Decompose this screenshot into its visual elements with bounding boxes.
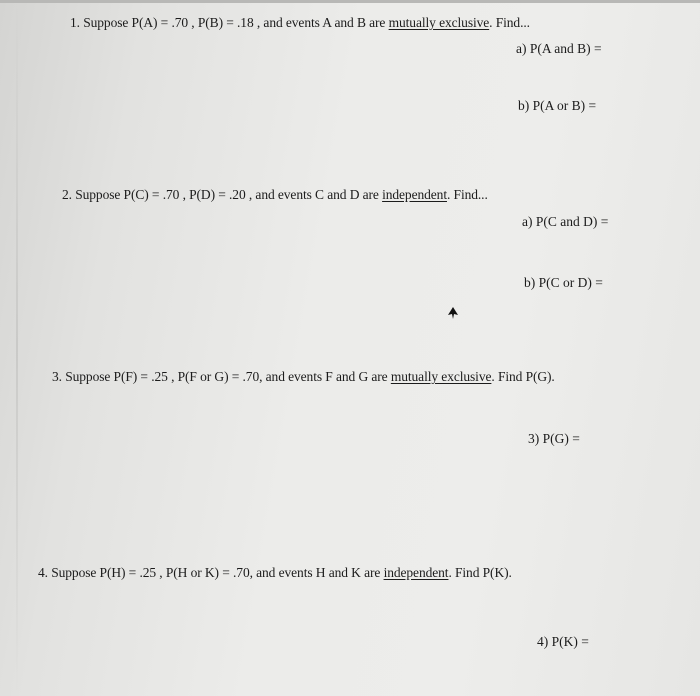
- question-1-number: 1.: [70, 15, 80, 30]
- question-2: [62, 187, 488, 203]
- question-3-text: Suppose P(F) = .25 , P(F or G) = .70, and events F and G are: [65, 369, 388, 384]
- page-top-edge: [0, 0, 700, 3]
- question-3-number: 3.: [52, 369, 62, 384]
- question-2-text: Suppose P(C) = .70 , P(D) = .20 , and events C and D are: [75, 187, 379, 202]
- question-2-number: 2.: [62, 187, 72, 202]
- question-4-number: 4.: [38, 565, 48, 580]
- question-1a-answer-label: a) P(A and B) =: [516, 41, 602, 56]
- question-3-prompt: . Find P(G).: [491, 369, 555, 384]
- question-2a-answer-label: a) P(C and D) =: [522, 214, 609, 229]
- mouse-cursor-icon: [446, 306, 460, 320]
- question-4: [38, 565, 512, 581]
- question-4-condition: independent: [383, 565, 449, 580]
- question-2b-answer-label: b) P(C or D) =: [524, 275, 603, 290]
- question-2-prompt: . Find...: [446, 187, 488, 202]
- question-1-prompt: . Find...: [489, 15, 530, 30]
- question-4-prompt: . Find P(K).: [448, 565, 512, 580]
- question-1-condition: mutually exclusive: [388, 15, 490, 30]
- question-1-text: Suppose P(A) = .70 , P(B) = .18 , and events A and B are: [83, 15, 386, 30]
- question-3: [52, 369, 555, 385]
- question-2-condition: independent: [382, 187, 447, 202]
- question-3-answer-label: 3) P(G) =: [528, 431, 580, 446]
- page-left-edge: [16, 0, 18, 696]
- question-4-answer-label: 4) P(K) =: [537, 634, 589, 649]
- question-3-condition: mutually exclusive: [390, 369, 492, 384]
- question-1b-answer-label: b) P(A or B) =: [518, 98, 597, 113]
- question-1: [70, 15, 530, 31]
- question-4-text: Suppose P(H) = .25 , P(H or K) = .70, and events H and K are: [51, 565, 381, 580]
